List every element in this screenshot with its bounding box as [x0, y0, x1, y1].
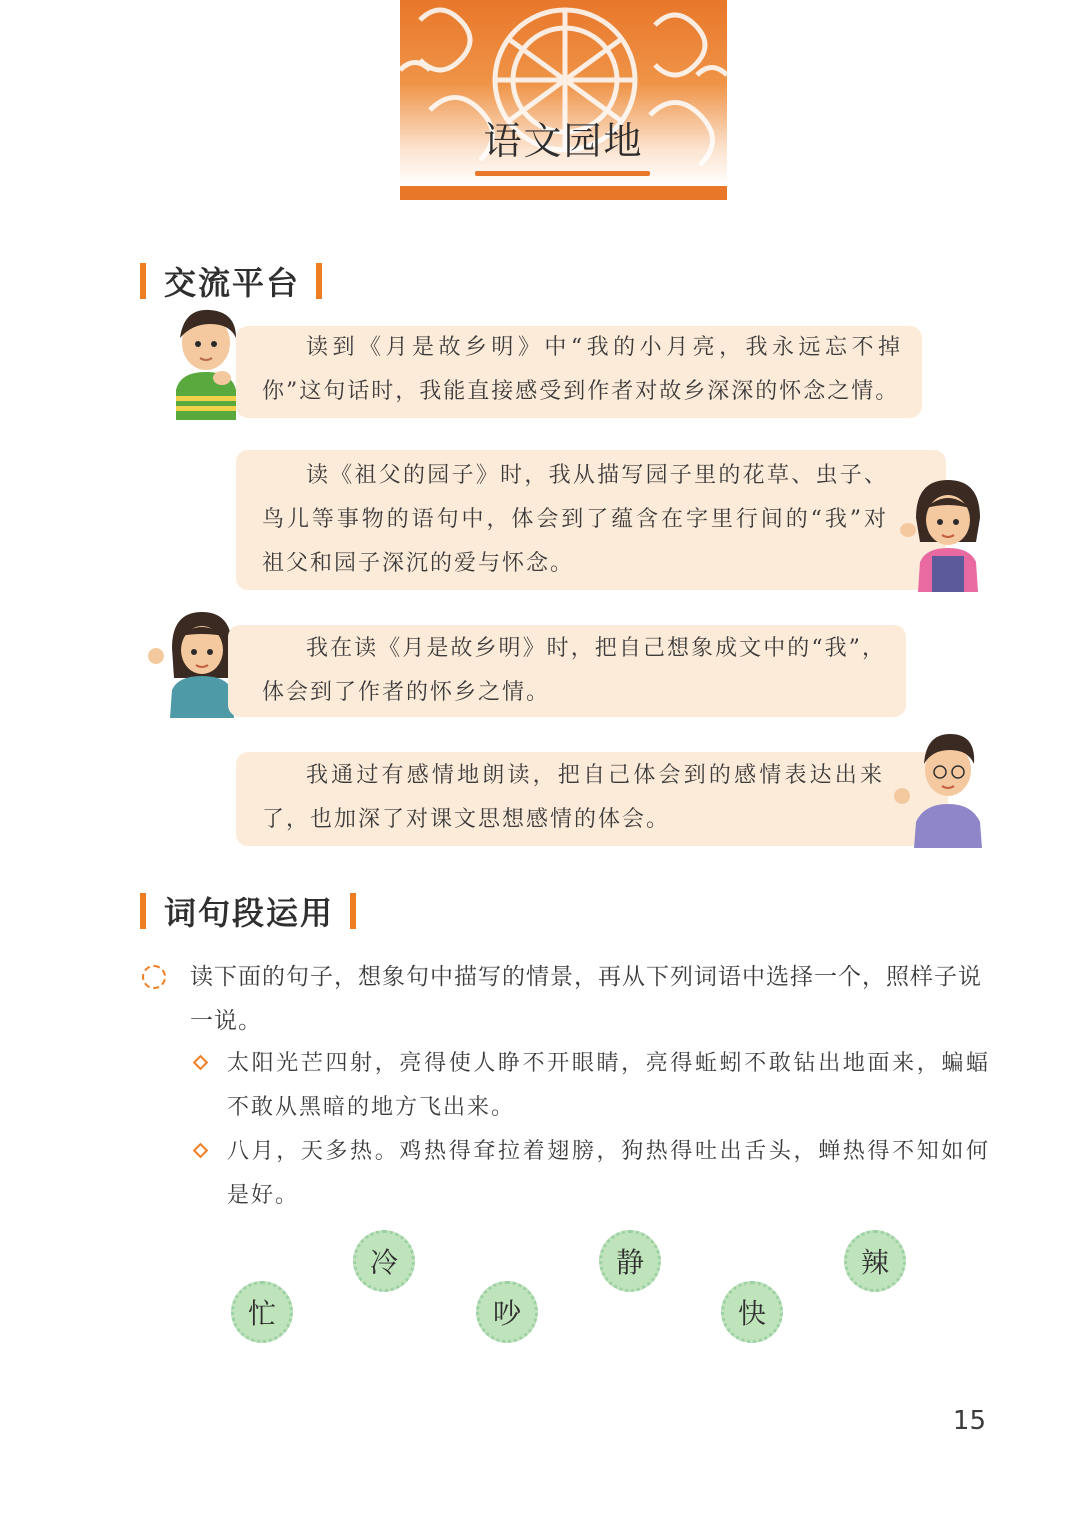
exercise-instruction — [142, 955, 990, 1043]
speech-bubble-1 — [236, 326, 922, 418]
example-text: 八月，天多热。鸡热得耷拉着翅膀，狗热得吐出舌头，蝉热得不知如何是好。 — [227, 1139, 990, 1208]
header-banner — [400, 0, 727, 200]
header-bar-right — [350, 893, 356, 929]
bubble-text: 读到《月是故乡明》中“我的小月亮，我永远忘不掉你”这句话时，我能直接感受到作者对故乡深深的怀念之情。 — [262, 335, 902, 404]
section-header-usage — [140, 888, 356, 934]
diamond-bullet-icon — [193, 1055, 209, 1071]
word-circle: 静 — [599, 1230, 661, 1292]
header-bar-right — [316, 263, 322, 299]
bubble-text: 读《祖父的园子》时，我从描写园子里的花草、虫子、鸟儿等事物的语句中，体会到了蕴含在字里行间的“我”对祖父和园子深沉的爱与怀念。 — [262, 463, 888, 576]
exercise-marker-icon — [142, 965, 166, 989]
speech-bubble-2 — [236, 450, 946, 590]
word-circle: 辣 — [844, 1230, 906, 1292]
example-text: 太阳光芒四射，亮得使人睁不开眼睛，亮得蚯蚓不敢钻出地面来，蝙蝠不敢从黑暗的地方飞出来。 — [227, 1051, 990, 1120]
page-number: 15 — [952, 1406, 986, 1436]
speech-bubble-3 — [228, 625, 906, 717]
girl-pink-illustration — [898, 478, 993, 596]
boy-thinking-illustration — [170, 308, 245, 424]
banner-underline — [475, 171, 650, 176]
section-title: 交流平台 — [164, 264, 301, 302]
word-circle: 冷 — [353, 1230, 415, 1292]
banner-bottom-bar — [400, 186, 727, 200]
section-header-exchange — [140, 258, 322, 304]
example-sentence-2 — [195, 1130, 990, 1218]
speech-bubble-4 — [236, 752, 948, 846]
bubble-text: 我通过有感情地朗读，把自己体会到的感情表达出来了，也加深了对课文思想感情的体会。 — [262, 763, 884, 832]
word-circle: 吵 — [476, 1281, 538, 1343]
header-bar-left — [140, 263, 146, 299]
banner-title: 语文园地 — [483, 119, 644, 163]
section-title: 词句段运用 — [164, 894, 335, 932]
boy-waving-illustration — [880, 732, 990, 852]
diamond-bullet-icon — [193, 1143, 209, 1159]
header-bar-left — [140, 893, 146, 929]
bubble-text: 我在读《月是故乡明》时，把自己想象成文中的“我”，体会到了作者的怀乡之情。 — [262, 636, 886, 705]
decorative-pattern — [400, 0, 727, 200]
instruction-text: 读下面的句子，想象句中描写的情景，再从下列词语中选择一个，照样子说一说。 — [190, 964, 982, 1034]
word-circle: 忙 — [231, 1281, 293, 1343]
word-circle: 快 — [721, 1281, 783, 1343]
example-sentence-1 — [195, 1042, 990, 1130]
